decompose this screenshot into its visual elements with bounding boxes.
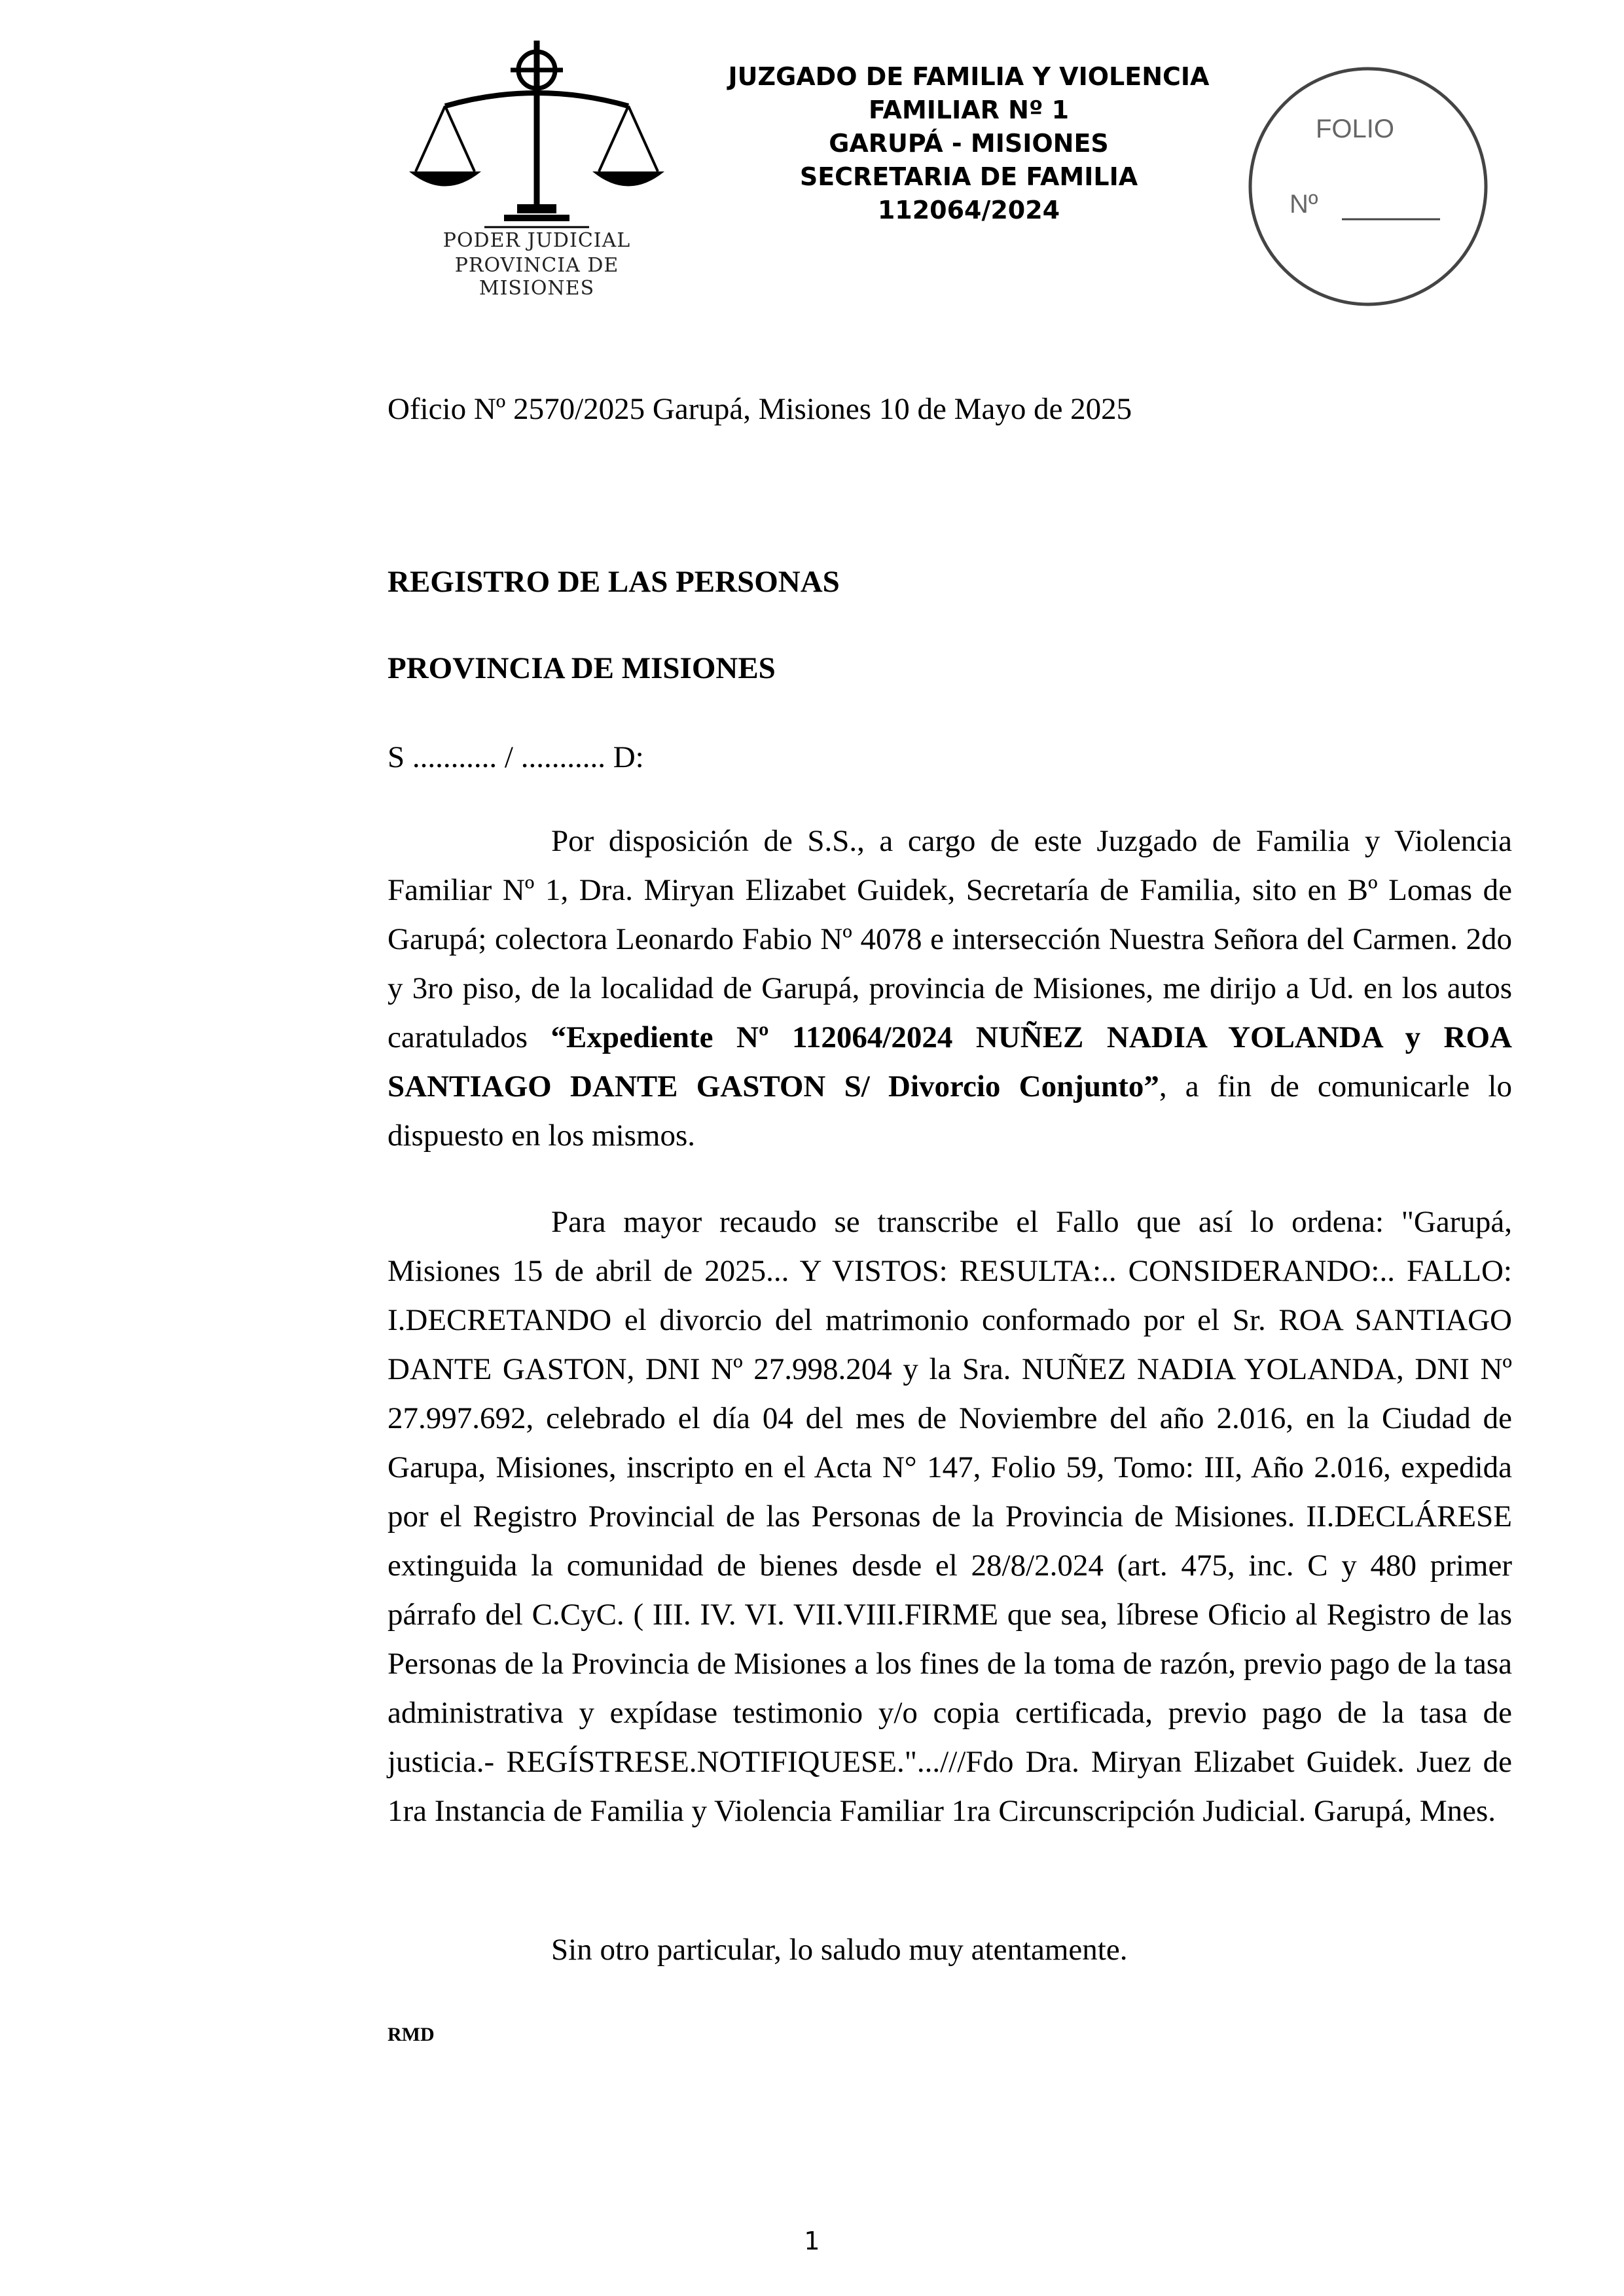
logo-line-1: PODER JUDICIAL	[442, 229, 631, 252]
paragraph-intro-text-a: Por disposición de S.S., a cargo de este Juzgado de Familia y Violencia Familiar Nº 1, Dra. Miryan Elizabet Guidek, Secretaría de Familia, sito en Bº Lomas de Garupá; colectora Leonardo Fabio Nº 4078 e intersección Nuestra Señora del Carmen. 2do y 3ro piso, de la localidad de Garupá, provincia de Misiones, me dirijo a Ud. en los autos caratulados	[388, 824, 1512, 1054]
closing-line: Sin otro particular, lo saludo muy atentamente.	[551, 1933, 1128, 1967]
scales-of-justice-icon	[406, 41, 668, 237]
oficio-date-line: Oficio Nº 2570/2025 Garupá, Misiones 10 de Mayo de 2025	[388, 392, 1132, 426]
page-number: 1	[804, 2227, 820, 2255]
folio-stamp	[1244, 62, 1492, 311]
paragraph-intro-text-b: , a fin de comunicarle lo dispuesto en los mismos.	[388, 1069, 1512, 1153]
paragraph-fallo-text: Para mayor recaudo se transcribe el Fallo que así lo ordena: "Garupá, Misiones 15 de abril de 2025... Y VISTOS: RESULTA:.. CONSIDERANDO:.. FALLO: I.DECRETANDO el divorcio del matrimonio conformado por el Sr. ROA SANTIAGO DANTE GASTON, DNI Nº 27.998.204 y la Sra. NUÑEZ NADIA YOLANDA, DNI Nº 27.997.692, celebrado el día 04 del mes de Noviembre del año 2.016, en la Ciudad de Garupa, Misiones, inscripto en el Acta N° 147, Folio 59, Tomo: III, Año 2.016, expedida por el Registro Provincial de las Personas de la Provincia de Misiones. II.DECLÁRESE extinguida la comunidad de bienes desde el 28/8/2.024 (art. 475, inc. C y 480 primer párrafo del C.CyC. ( III. IV. VI. VII.VIII.FIRME que sea, líbrese Oficio al Registro de las Personas de la Provincia de Misiones a los fines de la toma de razón, previo pago de la tasa administrativa y expídase testimonio y/o copia certificada, previo pago de la tasa de justicia.- REGÍSTRESE.NOTIFIQUESE."...///Fdo Dra. Miryan Elizabet Guidek. Juez de 1ra Instancia de Familia y Violencia Familiar 1ra Circunscripción Judicial. Garupá, Mnes.	[388, 1205, 1512, 1828]
recipient-line-1: REGISTRO DE LAS PERSONAS	[388, 565, 840, 599]
court-secretaria: SECRETARIA DE FAMILIA	[799, 162, 1138, 191]
paragraph-intro	[388, 817, 1512, 1160]
case-caption: “Expediente Nº 112064/2024 NUÑEZ NADIA YOLANDA y ROA SANTIAGO DANTE GASTON S/ Divorcio Conjunto”	[388, 1020, 1512, 1103]
folio-label: FOLIO	[1316, 115, 1395, 143]
poder-judicial-logo	[406, 41, 668, 300]
court-location: GARUPÁ - MISIONES	[829, 129, 1109, 158]
folio-circle-icon	[1244, 62, 1492, 311]
folio-number-label: Nº	[1290, 190, 1318, 219]
initials: RMD	[388, 2024, 435, 2045]
court-name-line-2: FAMILIAR Nº 1	[868, 96, 1070, 124]
court-name-line-1: JUZGADO DE FAMILIA Y VIOLENCIA	[728, 62, 1210, 91]
recipient-line-2: PROVINCIA DE MISIONES	[388, 651, 776, 685]
salutation: S ........... / ........... D:	[388, 740, 644, 774]
logo-line-2: PROVINCIA DE MISIONES	[454, 254, 619, 300]
court-header	[694, 60, 1244, 227]
case-number: 112064/2024	[877, 196, 1060, 224]
paragraph-fallo	[388, 1198, 1512, 1836]
